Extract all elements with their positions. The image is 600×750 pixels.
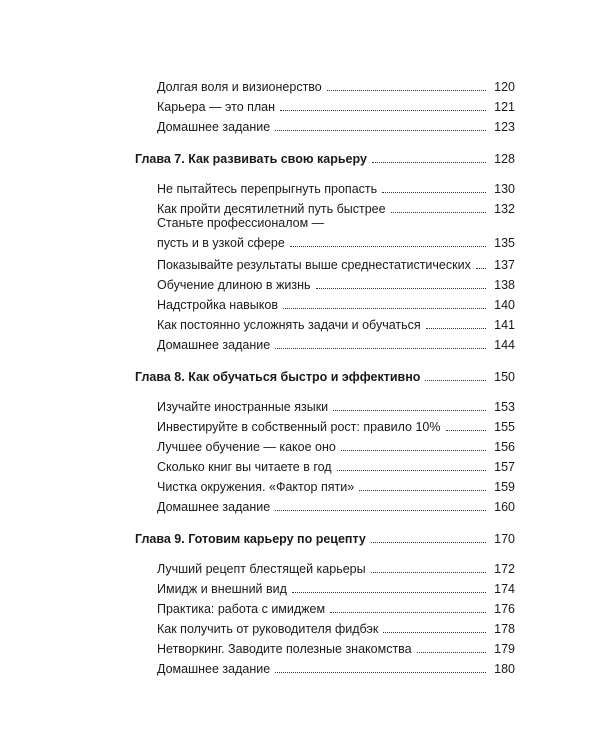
toc-entry-page: 159 <box>494 480 515 494</box>
toc-entry-page: 174 <box>494 582 515 596</box>
toc-entry-title: Чистка окружения. «Фактор пяти» <box>157 480 355 494</box>
toc-entry-page: 179 <box>494 642 515 656</box>
toc-chapter <box>135 364 515 384</box>
toc-entry <box>135 114 515 134</box>
table-of-contents <box>135 74 515 676</box>
toc-chapter <box>135 146 515 166</box>
toc-entry-title: Имидж и внешний вид <box>157 582 287 596</box>
toc-entry-page: 160 <box>494 500 515 514</box>
toc-entry <box>135 576 515 596</box>
toc-entry-page: 180 <box>494 662 515 676</box>
toc-entry <box>135 636 515 656</box>
dot-leader <box>446 430 487 431</box>
dot-leader <box>476 268 486 269</box>
dot-leader <box>337 470 486 471</box>
toc-chapter-title: Глава 9. Готовим карьеру по рецепту <box>135 532 366 546</box>
toc-chapter <box>135 526 515 546</box>
toc-entry-title: Лучшее обучение — какое оно <box>157 440 336 454</box>
toc-entry-line2 <box>135 230 515 250</box>
dot-leader <box>275 348 486 349</box>
toc-entry-title: Практика: работа с имиджем <box>157 602 326 616</box>
dot-leader <box>372 162 486 163</box>
dot-leader <box>283 308 486 309</box>
toc-entry-title: Домашнее задание <box>157 500 271 514</box>
toc-entry-title: Сколько книг вы читаете в год <box>157 460 332 474</box>
toc-entry-page: 132 <box>494 202 515 216</box>
toc-entry <box>135 312 515 332</box>
toc-entry <box>135 272 515 292</box>
toc-entry-title: Как получить от руководителя фидбэк <box>157 622 379 636</box>
dot-leader <box>275 130 486 131</box>
toc-entry-page: 123 <box>494 120 515 134</box>
toc-entry-title: Надстройка навыков <box>157 298 278 312</box>
toc-entry-title: Долгая воля и визионерство <box>157 80 322 94</box>
dot-leader <box>275 672 486 673</box>
toc-entry-title: Домашнее задание <box>157 120 271 134</box>
toc-entry-title: Не пытайтесь перепрыгнуть пропасть <box>157 182 378 196</box>
toc-entry-page: 172 <box>494 562 515 576</box>
dot-leader <box>371 572 486 573</box>
dot-leader <box>359 490 486 491</box>
toc-entry <box>135 616 515 636</box>
toc-entry-page: 144 <box>494 338 515 352</box>
toc-entry <box>135 176 515 196</box>
dot-leader <box>417 652 486 653</box>
toc-entry <box>135 394 515 414</box>
toc-entry <box>135 494 515 514</box>
toc-entry <box>135 596 515 616</box>
dot-leader <box>316 288 486 289</box>
dot-leader <box>292 592 486 593</box>
toc-chapter-title: Глава 7. Как развивать свою карьеру <box>135 152 367 166</box>
toc-entry-title: Карьера — это план <box>157 100 276 114</box>
toc-entry-title: Как постоянно усложнять задачи и обучаться <box>157 318 421 332</box>
toc-entry-page: 176 <box>494 602 515 616</box>
toc-entry <box>135 454 515 474</box>
toc-entry <box>135 196 515 216</box>
toc-entry-title: Домашнее задание <box>157 662 271 676</box>
dot-leader <box>426 328 486 329</box>
toc-entry <box>135 74 515 94</box>
dot-leader <box>290 246 486 247</box>
toc-entry-title: Инвестируйте в собственный рост: правило 10% <box>157 420 441 434</box>
dot-leader <box>333 410 486 411</box>
toc-entry <box>135 414 515 434</box>
toc-entry-title: Домашнее задание <box>157 338 271 352</box>
dot-leader <box>383 632 486 633</box>
toc-chapter-page: 150 <box>494 370 515 384</box>
toc-entry-page: 120 <box>494 80 515 94</box>
toc-entry <box>135 474 515 494</box>
toc-chapter-page: 128 <box>494 152 515 166</box>
toc-entry-page: 153 <box>494 400 515 414</box>
toc-entry <box>135 556 515 576</box>
toc-entry-page: 178 <box>494 622 515 636</box>
toc-entry-title: Показывайте результаты выше среднестатистических <box>157 258 471 272</box>
dot-leader <box>330 612 486 613</box>
toc-entry-page: 155 <box>494 420 515 434</box>
toc-chapter-title: Глава 8. Как обучаться быстро и эффективно <box>135 370 421 384</box>
toc-entry-title: пусть и в узкой сфере <box>157 236 285 250</box>
toc-entry-page: 140 <box>494 298 515 312</box>
dot-leader <box>425 380 486 381</box>
toc-entry-title: Лучший рецепт блестящей карьеры <box>157 562 366 576</box>
toc-entry-page: 137 <box>494 258 515 272</box>
toc-chapter-page: 170 <box>494 532 515 546</box>
toc-entry <box>135 434 515 454</box>
toc-entry-page: 156 <box>494 440 515 454</box>
toc-entry <box>135 292 515 312</box>
toc-entry-title: Станьте профессионалом — <box>157 216 325 230</box>
dot-leader <box>280 110 486 111</box>
toc-entry <box>135 656 515 676</box>
dot-leader <box>275 510 486 511</box>
toc-entry-page: 157 <box>494 460 515 474</box>
toc-entry-page: 121 <box>494 100 515 114</box>
dot-leader <box>327 90 486 91</box>
toc-entry-title: Нетворкинг. Заводите полезные знакомства <box>157 642 412 656</box>
toc-entry-page: 141 <box>494 318 515 332</box>
toc-entry-title: Обучение длиною в жизнь <box>157 278 311 292</box>
dot-leader <box>371 542 486 543</box>
dot-leader <box>382 192 486 193</box>
toc-entry <box>135 250 515 272</box>
toc-entry-title: Как пройти десятилетний путь быстрее <box>157 202 386 216</box>
toc-entry-line1 <box>135 216 515 230</box>
toc-entry <box>135 332 515 352</box>
dot-leader <box>341 450 486 451</box>
dot-leader <box>391 212 486 213</box>
toc-entry-page: 130 <box>494 182 515 196</box>
toc-entry <box>135 94 515 114</box>
toc-entry-page: 138 <box>494 278 515 292</box>
toc-entry-page: 135 <box>494 236 515 250</box>
toc-entry-title: Изучайте иностранные языки <box>157 400 329 414</box>
